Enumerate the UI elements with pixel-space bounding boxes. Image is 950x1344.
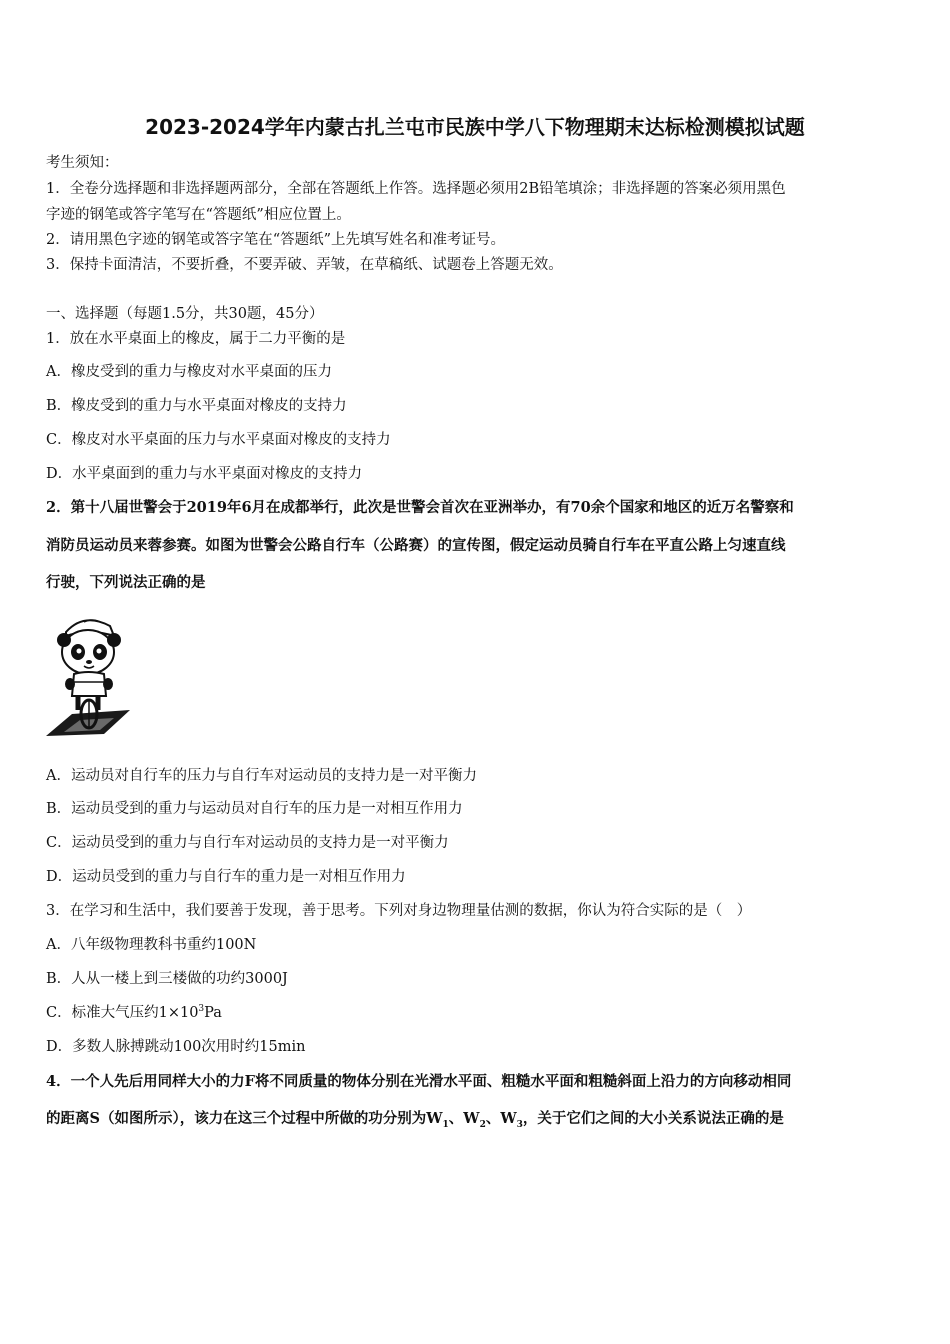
q4-sub-1: 1 — [442, 1119, 449, 1130]
q4-sub-3: 3 — [516, 1119, 523, 1130]
q2-option-c: C．运动员受到的重力与自行车对运动员的支持力是一对平衡力 — [46, 835, 449, 851]
q1-option-a: A．橡皮受到的重力与橡皮对水平桌面的压力 — [46, 364, 332, 380]
q3-stem: 3．在学习和生活中，我们要善于发现，善于思考。下列对身边物理量估测的数据，你认为符合实际的是（ ） — [46, 903, 752, 919]
section-heading: 一、选择题（每题1.5分，共30题，45分） — [46, 306, 324, 322]
q3-option-b: B．人从一楼上到三楼做的功约3000J — [46, 971, 288, 987]
q1-option-d: D．水平桌面到的重力与水平桌面对橡皮的支持力 — [46, 466, 363, 482]
page-title: 2023-2024学年内蒙古扎兰屯市民族中学八下物理期末达标检测模拟试题 — [145, 115, 805, 139]
notice-heading: 考生须知： — [46, 155, 119, 171]
q3-option-c-unit: Pa — [204, 1005, 222, 1021]
q4-sep-2: 、W — [485, 1110, 517, 1127]
q4-text-b: ，关于它们之间的大小关系说法正确的是 — [522, 1110, 784, 1127]
q1-option-b: B．橡皮受到的重力与水平桌面对橡皮的支持力 — [46, 398, 347, 414]
q2-option-b: B．运动员受到的重力与运动员对自行车的压力是一对相互作用力 — [46, 801, 463, 817]
panda-cyclist-illustration — [44, 610, 134, 740]
q2-stem-line-3: 行驶，下列说法正确的是 — [46, 574, 206, 591]
q2-option-a: A．运动员对自行车的压力与自行车对运动员的支持力是一对平衡力 — [46, 768, 477, 784]
notice-item-2: 2．请用黑色字迹的钢笔或答字笔在“答题纸”上先填写姓名和准考证号。 — [46, 232, 506, 248]
q2-option-d: D．运动员受到的重力与自行车的重力是一对相互作用力 — [46, 869, 406, 885]
q2-stem-line-2: 消防员运动员来蓉参赛。如图为世警会公路自行车（公路赛）的宣传图，假定运动员骑自行车在平直公路上匀速直线 — [46, 537, 786, 554]
q4-sub-2: 2 — [479, 1119, 486, 1130]
q4-text-a: 的距离S（如图所示），该力在这三个过程中所做的功分别为W — [46, 1110, 443, 1127]
q3-option-c-exponent: 3 — [198, 1004, 205, 1015]
notice-item-1-line-1: 1．全卷分选择题和非选择题两部分，全部在答题纸上作答。选择题必须用2B铅笔填涂；非选择题的答案必须用黑色 — [46, 181, 786, 197]
q2-stem-line-1: 2．第十八届世警会于2019年6月在成都举行，此次是世警会首次在亚洲举办，有70余个国家和地区的近万名警察和 — [46, 499, 794, 516]
q4-stem-line-1: 4．一个人先后用同样大小的力F将不同质量的物体分别在光滑水平面、粗糙水平面和粗糙斜面上沿力的方向移动相同 — [46, 1073, 792, 1090]
q3-option-a: A．八年级物理教科书重约100N — [46, 937, 257, 953]
q1-option-c: C．橡皮对水平桌面的压力与水平桌面对橡皮的支持力 — [46, 432, 391, 448]
q1-stem: 1．放在水平桌面上的橡皮，属于二力平衡的是 — [46, 331, 346, 347]
notice-item-1-line-2: 字迹的钢笔或答字笔写在“答题纸”相应位置上。 — [46, 207, 351, 223]
q3-option-c — [46, 1001, 222, 1022]
notice-item-3: 3．保持卡面清洁，不要折叠，不要弄破、弄皱，在草稿纸、试题卷上答题无效。 — [46, 257, 563, 273]
q4-sep-1: 、W — [448, 1110, 480, 1127]
q3-option-c-text: C．标准大气压约1×10 — [46, 1005, 199, 1021]
q3-option-d: D．多数人脉搏跳动100次用时约15min — [46, 1039, 306, 1055]
q4-stem-line-2 — [46, 1107, 784, 1128]
